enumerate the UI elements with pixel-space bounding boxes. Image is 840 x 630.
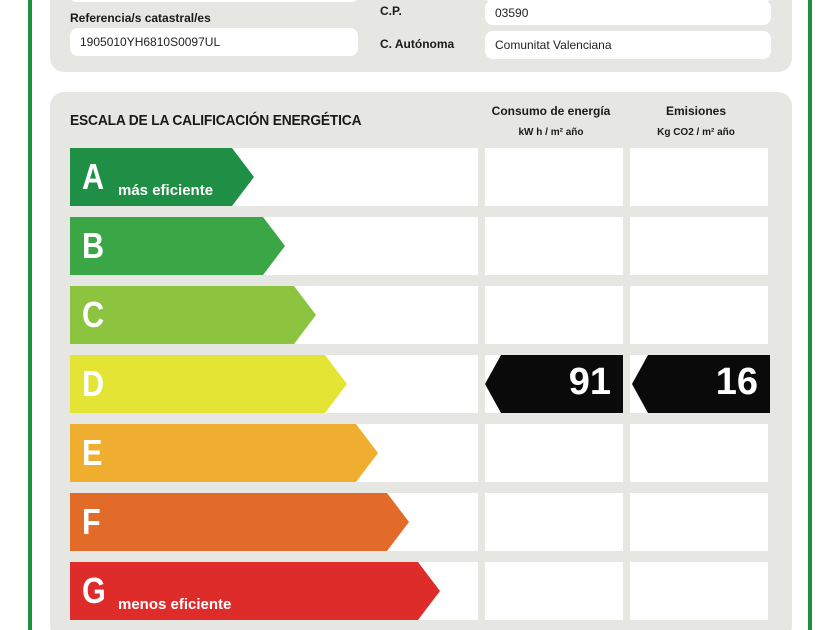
cadastral-ref-label: Referencia/s catastral/es [70,11,211,25]
rating-arrow-e [70,424,378,482]
emisiones-value-text: 16 [715,361,758,403]
consumo-cell-b [485,217,623,275]
emisiones-cell-b [630,217,768,275]
emisiones-unit: Kg CO2 / m² año [657,127,735,138]
emisiones-cell-a [630,148,768,206]
emisiones-cell-c [630,286,768,344]
postal-code-label: C.P. [380,4,402,18]
emisiones-cell-g [630,562,768,620]
region-field: Comunitat Valenciana [485,31,771,59]
rating-letter-d: D [82,363,105,404]
consumo-cell-g [485,562,623,620]
rating-arrow-d [70,355,347,413]
least-efficient-label: menos eficiente [118,596,232,613]
scale-title: ESCALA DE LA CALIFICACIÓN ENERGÉTICA [70,112,362,129]
emisiones-cell-e [630,424,768,482]
rating-letter-c: C [82,294,105,335]
most-efficient-label: más eficiente [118,182,214,199]
top-field-left [70,0,358,2]
consumo-header: Consumo de energía [491,104,611,118]
consumo-cell-e [485,424,623,482]
rating-letter-e: E [82,432,103,473]
rating-arrow-c [70,286,316,344]
rating-arrow-f [70,493,409,551]
emisiones-header: Emisiones [665,104,727,118]
rating-letter-a: A [82,156,105,197]
region-label: C. Autónoma [380,37,455,51]
consumo-value-tag [485,355,623,413]
rating-letter-b: B [82,225,105,266]
consumo-value-text: 91 [568,361,611,403]
emisiones-cell-f [630,493,768,551]
consumo-cell-c [485,286,623,344]
consumo-cell-f [485,493,623,551]
postal-code-field: 03590 [485,0,771,25]
rating-letter-f: F [82,501,101,542]
rating-letter-g: G [82,570,106,611]
consumo-unit: kW h / m² año [518,127,584,138]
cadastral-ref-field: 1905010YH6810S0097UL [70,28,358,56]
consumo-cell-a [485,148,623,206]
emisiones-value-tag [632,355,770,413]
